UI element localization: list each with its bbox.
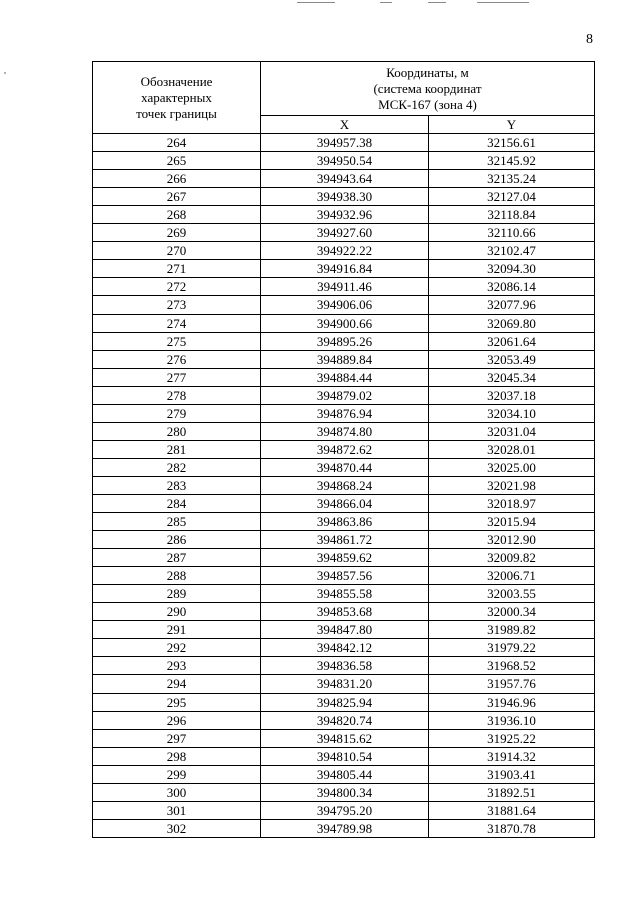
- y-coordinate-cell: 32053.49: [429, 350, 595, 368]
- x-coordinate-cell: 394853.68: [261, 603, 429, 621]
- point-number-cell: 301: [93, 801, 261, 819]
- y-coordinate-cell: 32135.24: [429, 170, 595, 188]
- x-coordinate-cell: 394855.58: [261, 585, 429, 603]
- y-coordinate-cell: 32127.04: [429, 188, 595, 206]
- x-coordinate-cell: 394810.54: [261, 747, 429, 765]
- point-number-cell: 289: [93, 585, 261, 603]
- point-number-cell: 265: [93, 152, 261, 170]
- point-number-cell: 282: [93, 458, 261, 476]
- x-coordinate-cell: 394795.20: [261, 801, 429, 819]
- point-number-cell: 283: [93, 476, 261, 494]
- scan-edge-mark: [297, 2, 335, 3]
- x-coordinate-cell: 394938.30: [261, 188, 429, 206]
- table-row: [93, 729, 595, 747]
- y-coordinate-cell: 31925.22: [429, 729, 595, 747]
- y-coordinate-cell: 32037.18: [429, 386, 595, 404]
- point-number-cell: 270: [93, 242, 261, 260]
- table-row: [93, 224, 595, 242]
- point-number-cell: 300: [93, 783, 261, 801]
- y-coordinate-cell: 31979.22: [429, 639, 595, 657]
- y-coordinate-cell: 31870.78: [429, 819, 595, 837]
- point-label-header: Обозначение характерных точек границы: [93, 62, 261, 134]
- x-coordinate-cell: 394866.04: [261, 494, 429, 512]
- x-coordinate-cell: 394825.94: [261, 693, 429, 711]
- table-row: [93, 783, 595, 801]
- x-coordinate-cell: 394922.22: [261, 242, 429, 260]
- y-coordinate-cell: 32156.61: [429, 134, 595, 152]
- point-number-cell: 292: [93, 639, 261, 657]
- x-coordinate-cell: 394874.80: [261, 422, 429, 440]
- x-coordinate-cell: 394911.46: [261, 278, 429, 296]
- x-coordinate-cell: 394863.86: [261, 513, 429, 531]
- y-coordinate-cell: 31914.32: [429, 747, 595, 765]
- y-coordinate-cell: 32077.96: [429, 296, 595, 314]
- scan-edge-mark: [477, 2, 529, 3]
- y-coordinate-cell: 32045.34: [429, 368, 595, 386]
- table-row: [93, 513, 595, 531]
- table-row: [93, 332, 595, 350]
- point-number-cell: 266: [93, 170, 261, 188]
- y-coordinate-cell: 32061.64: [429, 332, 595, 350]
- y-coordinate-cell: 32034.10: [429, 404, 595, 422]
- x-coordinate-cell: 394906.06: [261, 296, 429, 314]
- x-coordinate-cell: 394805.44: [261, 765, 429, 783]
- table-header-row: [93, 62, 595, 116]
- table-row: [93, 747, 595, 765]
- y-coordinate-cell: 31881.64: [429, 801, 595, 819]
- x-coordinate-cell: 394859.62: [261, 549, 429, 567]
- point-number-cell: 302: [93, 819, 261, 837]
- y-coordinate-cell: 32086.14: [429, 278, 595, 296]
- point-number-cell: 297: [93, 729, 261, 747]
- table-row: [93, 350, 595, 368]
- point-number-cell: 293: [93, 657, 261, 675]
- table-row: [93, 260, 595, 278]
- table-row: [93, 657, 595, 675]
- x-coordinate-cell: 394842.12: [261, 639, 429, 657]
- table-row: [93, 819, 595, 837]
- y-coordinate-cell: 31957.76: [429, 675, 595, 693]
- x-coordinate-cell: 394884.44: [261, 368, 429, 386]
- point-number-cell: 298: [93, 747, 261, 765]
- y-coordinate-cell: 32021.98: [429, 476, 595, 494]
- point-number-cell: 285: [93, 513, 261, 531]
- point-number-cell: 294: [93, 675, 261, 693]
- x-coordinate-cell: 394889.84: [261, 350, 429, 368]
- y-coordinate-cell: 31946.96: [429, 693, 595, 711]
- x-coordinate-cell: 394815.62: [261, 729, 429, 747]
- x-coordinate-cell: 394900.66: [261, 314, 429, 332]
- scan-speck: [4, 72, 6, 74]
- y-coordinate-cell: 31936.10: [429, 711, 595, 729]
- y-coordinate-cell: 31903.41: [429, 765, 595, 783]
- x-coordinate-cell: 394847.80: [261, 621, 429, 639]
- y-coordinate-cell: 32015.94: [429, 513, 595, 531]
- y-coordinate-cell: 32018.97: [429, 494, 595, 512]
- table-row: [93, 188, 595, 206]
- point-number-cell: 287: [93, 549, 261, 567]
- coordinates-table: [92, 61, 595, 838]
- point-number-cell: 268: [93, 206, 261, 224]
- x-coordinate-cell: 394943.64: [261, 170, 429, 188]
- table-row: [93, 296, 595, 314]
- point-number-cell: 273: [93, 296, 261, 314]
- y-coordinate-cell: 32003.55: [429, 585, 595, 603]
- point-number-cell: 274: [93, 314, 261, 332]
- y-coordinate-cell: 31968.52: [429, 657, 595, 675]
- point-number-cell: 291: [93, 621, 261, 639]
- point-number-cell: 277: [93, 368, 261, 386]
- table-row: [93, 585, 595, 603]
- x-coordinate-cell: 394916.84: [261, 260, 429, 278]
- table-row: [93, 278, 595, 296]
- point-number-cell: 281: [93, 440, 261, 458]
- x-coordinate-cell: 394876.94: [261, 404, 429, 422]
- table-row: [93, 801, 595, 819]
- x-coordinate-cell: 394879.02: [261, 386, 429, 404]
- table-row: [93, 368, 595, 386]
- x-coordinate-cell: 394820.74: [261, 711, 429, 729]
- x-coordinate-cell: 394789.98: [261, 819, 429, 837]
- scan-edge-mark: [428, 2, 446, 3]
- table-body: [93, 62, 595, 838]
- point-number-cell: 286: [93, 531, 261, 549]
- table-row: [93, 152, 595, 170]
- table-row: [93, 206, 595, 224]
- table-row: [93, 549, 595, 567]
- x-coordinate-cell: 394932.96: [261, 206, 429, 224]
- table-row: [93, 567, 595, 585]
- y-column-header: Y: [429, 116, 595, 134]
- point-number-cell: 267: [93, 188, 261, 206]
- table-row: [93, 242, 595, 260]
- x-coordinate-cell: 394857.56: [261, 567, 429, 585]
- y-coordinate-cell: 32028.01: [429, 440, 595, 458]
- scan-edge-mark: [380, 2, 392, 3]
- table-row: [93, 314, 595, 332]
- x-coordinate-cell: 394831.20: [261, 675, 429, 693]
- table-row: [93, 458, 595, 476]
- y-coordinate-cell: 31989.82: [429, 621, 595, 639]
- table-row: [93, 386, 595, 404]
- y-coordinate-cell: 32110.66: [429, 224, 595, 242]
- point-number-cell: 284: [93, 494, 261, 512]
- point-number-cell: 271: [93, 260, 261, 278]
- y-coordinate-cell: 32145.92: [429, 152, 595, 170]
- table-row: [93, 134, 595, 152]
- table-row: [93, 639, 595, 657]
- x-coordinate-cell: 394895.26: [261, 332, 429, 350]
- point-number-cell: 269: [93, 224, 261, 242]
- x-coordinate-cell: 394950.54: [261, 152, 429, 170]
- point-number-cell: 290: [93, 603, 261, 621]
- point-number-cell: 295: [93, 693, 261, 711]
- y-coordinate-cell: 32009.82: [429, 549, 595, 567]
- table-row: [93, 170, 595, 188]
- table-row: [93, 603, 595, 621]
- y-coordinate-cell: 32006.71: [429, 567, 595, 585]
- x-coordinate-cell: 394861.72: [261, 531, 429, 549]
- x-coordinate-cell: 394836.58: [261, 657, 429, 675]
- point-number-cell: 275: [93, 332, 261, 350]
- y-coordinate-cell: 31892.51: [429, 783, 595, 801]
- y-coordinate-cell: 32069.80: [429, 314, 595, 332]
- y-coordinate-cell: 32012.90: [429, 531, 595, 549]
- point-number-cell: 264: [93, 134, 261, 152]
- y-coordinate-cell: 32118.84: [429, 206, 595, 224]
- table-row: [93, 693, 595, 711]
- y-coordinate-cell: 32031.04: [429, 422, 595, 440]
- point-number-cell: 299: [93, 765, 261, 783]
- coordinates-header: Координаты, м (система координат МСК-167 (зона 4): [261, 62, 595, 116]
- table-row: [93, 675, 595, 693]
- table-row: [93, 476, 595, 494]
- table-row: [93, 765, 595, 783]
- table-row: [93, 711, 595, 729]
- x-coordinate-cell: 394957.38: [261, 134, 429, 152]
- x-coordinate-cell: 394872.62: [261, 440, 429, 458]
- x-coordinate-cell: 394868.24: [261, 476, 429, 494]
- x-column-header: X: [261, 116, 429, 134]
- table-row: [93, 494, 595, 512]
- y-coordinate-cell: 32102.47: [429, 242, 595, 260]
- table-row: [93, 404, 595, 422]
- x-coordinate-cell: 394927.60: [261, 224, 429, 242]
- y-coordinate-cell: 32025.00: [429, 458, 595, 476]
- table-row: [93, 531, 595, 549]
- y-coordinate-cell: 32000.34: [429, 603, 595, 621]
- x-coordinate-cell: 394800.34: [261, 783, 429, 801]
- page-number: 8: [586, 32, 593, 47]
- x-coordinate-cell: 394870.44: [261, 458, 429, 476]
- table-row: [93, 440, 595, 458]
- point-number-cell: 272: [93, 278, 261, 296]
- table-row: [93, 621, 595, 639]
- point-number-cell: 276: [93, 350, 261, 368]
- point-number-cell: 279: [93, 404, 261, 422]
- y-coordinate-cell: 32094.30: [429, 260, 595, 278]
- point-number-cell: 280: [93, 422, 261, 440]
- point-number-cell: 278: [93, 386, 261, 404]
- table-row: [93, 422, 595, 440]
- point-number-cell: 296: [93, 711, 261, 729]
- point-number-cell: 288: [93, 567, 261, 585]
